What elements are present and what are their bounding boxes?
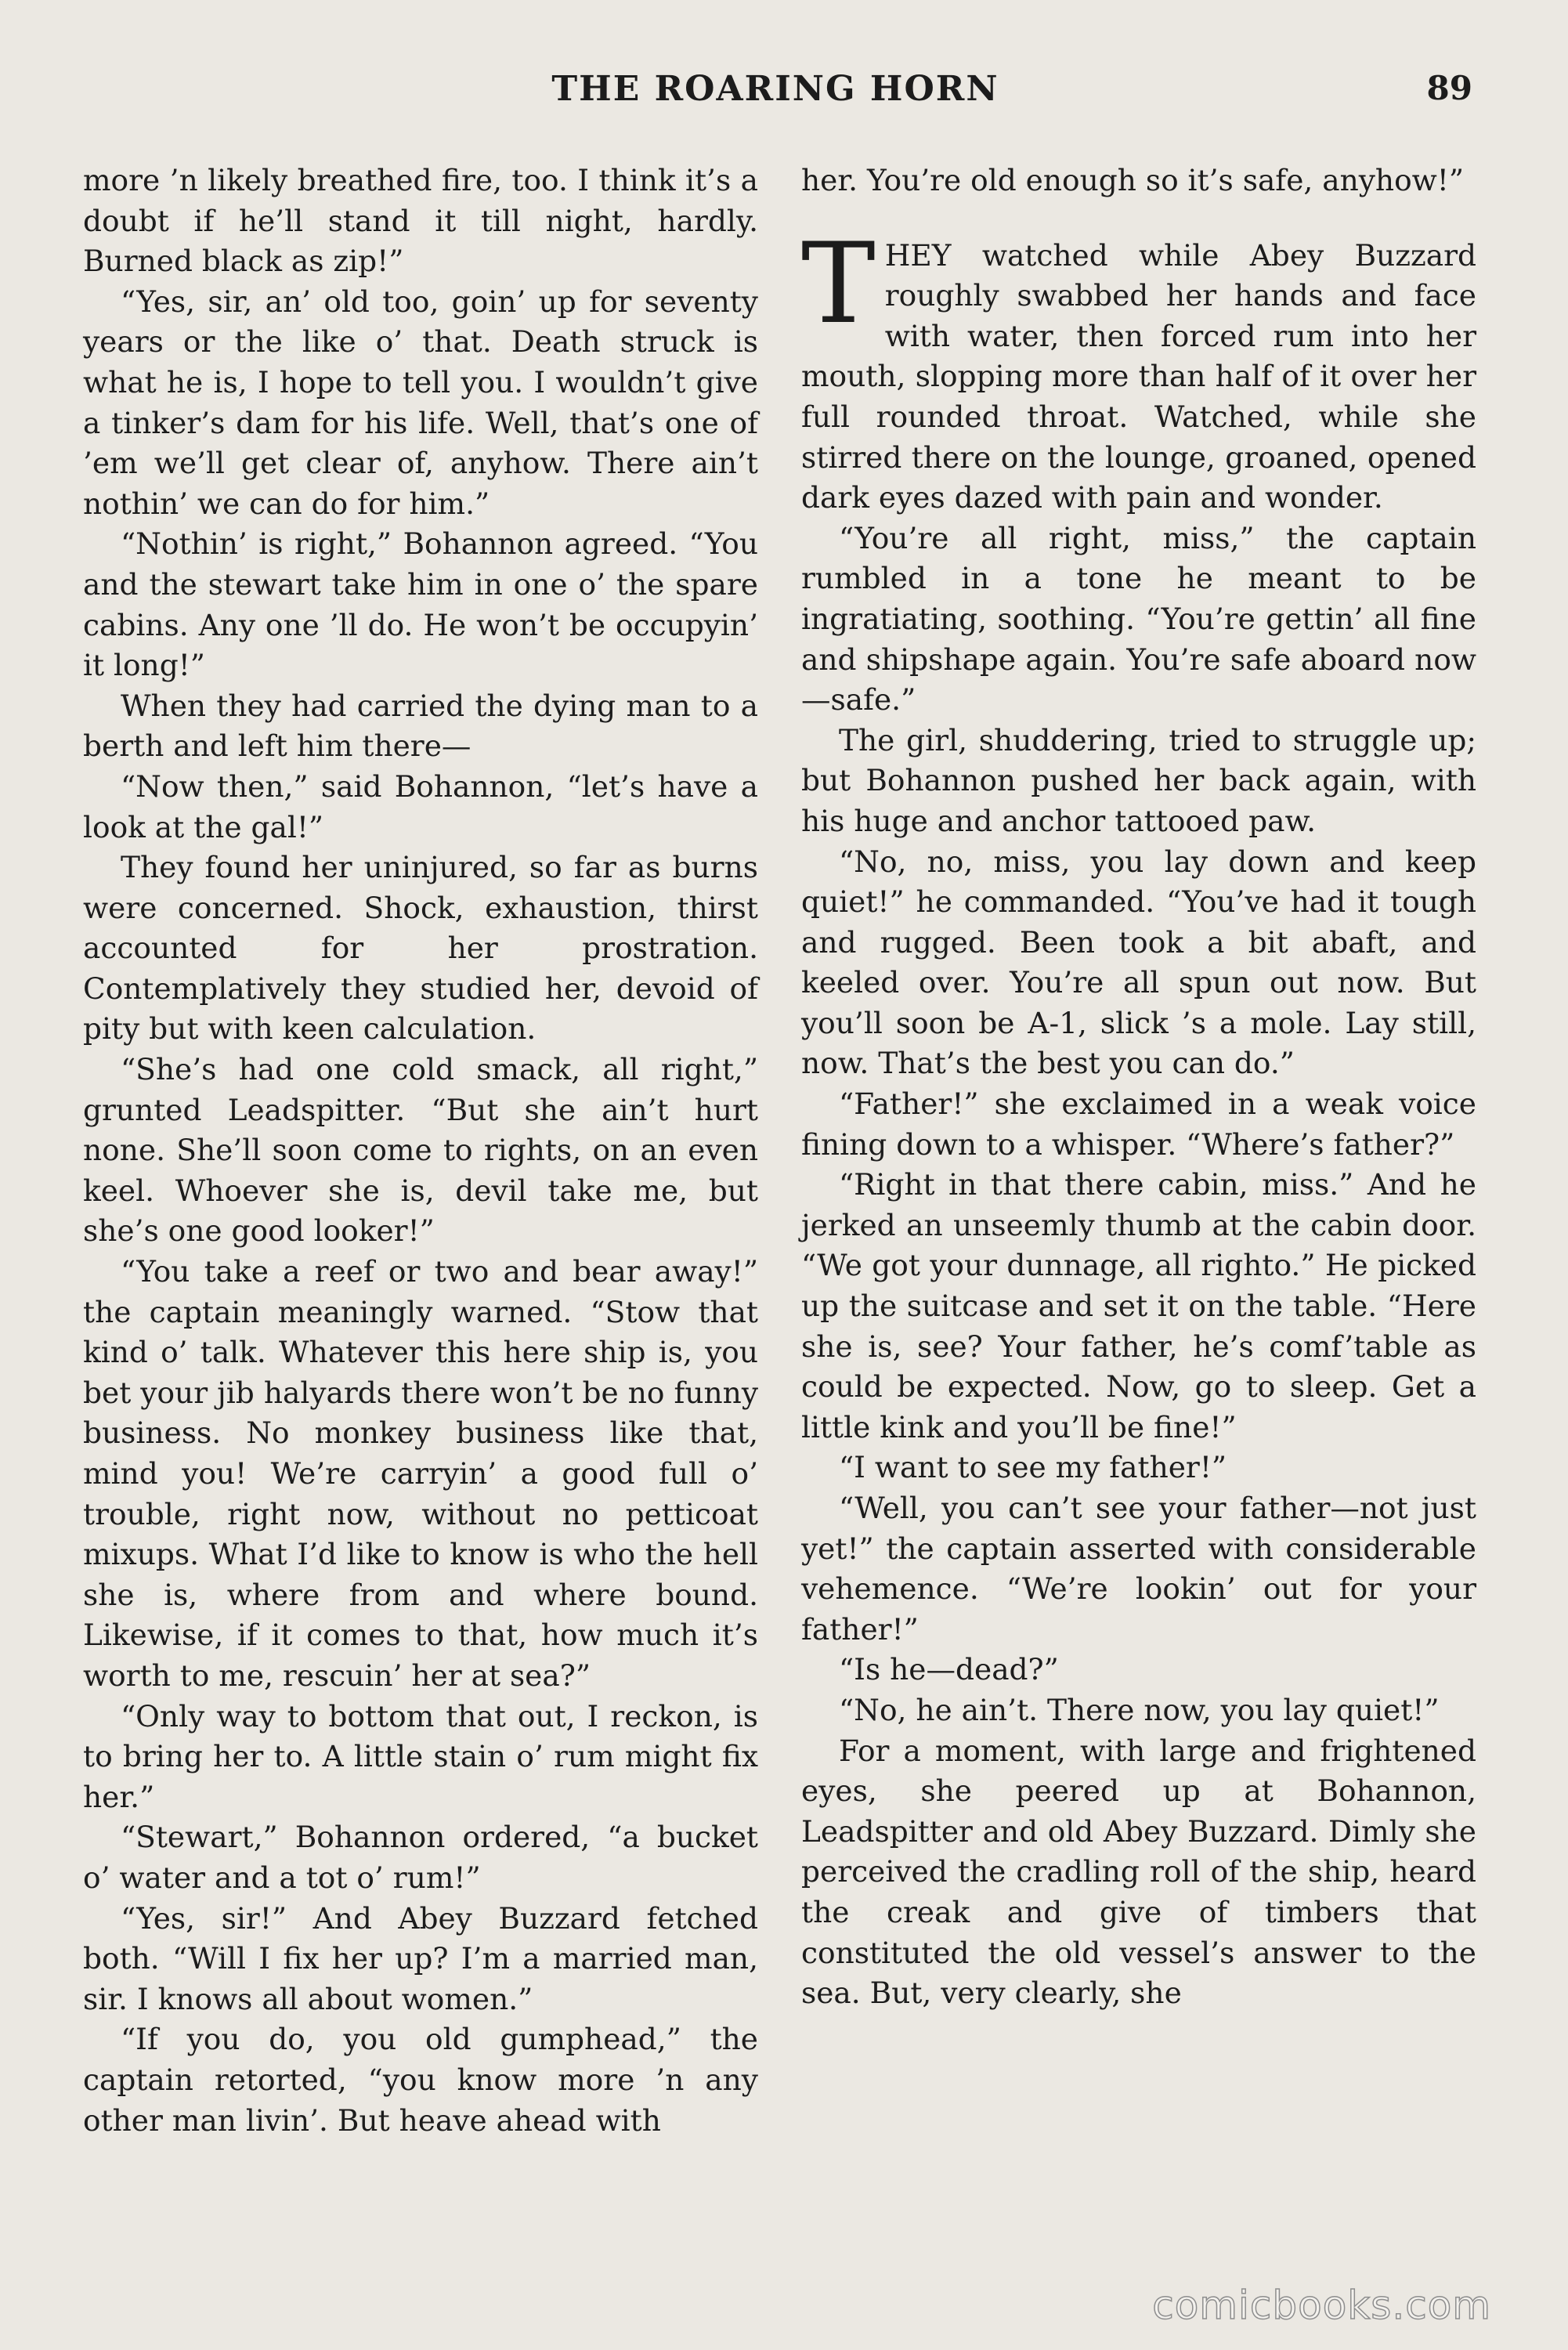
paragraph: “If you do, you old gumphead,” the captain retorted, “you know more ’n any other man livin’. But heave ahead with xyxy=(83,2022,758,2138)
paragraph: “Only way to bottom that out, I reckon, is to bring her to. A little stain o’ rum might fix her.” xyxy=(83,1698,758,1814)
paragraph: “You take a reef or two and bear away!” the captain meaningly warned. “Stow that kind o’ talk. Whatever this here ship is, you bet your jib halyards there won’t be no funny business. No monkey business like that, mind you! We’re carryin’ a good full o’ trouble, right now, without no petticoat mixups. What I’d like to know is who the hell she is, where from and where bound. Likewise, if it comes to that, how much it’s worth to me, rescuin’ her at sea?” xyxy=(83,1254,758,1693)
paragraph: more ’n likely breathed fire, too. I think it’s a doubt if he’ll stand it till night, hardly. Burned black as zip!” xyxy=(83,163,758,279)
paragraph: “Now then,” said Bohannon, “let’s have a look at the gal!” xyxy=(83,768,758,844)
paragraph: “Yes, sir, an’ old too, goin’ up for seventy years or the like o’ that. Death struck is what he is, I hope to tell you. I wouldn’t give a tinker’s dam for his life. Well, that’s one of ’em we’ll get clear of, anyhow. There ain’t nothin’ we can do for him.” xyxy=(83,284,758,521)
section-opening-text: HEY watched while Abey Buzzard roughly swabbed her hands and face with water, then forced rum into her mouth, slopping more than half of it over her full rounded throat. Watched, while she stirred there on the lounge, groaned, opened dark eyes dazed with pain and wonder. xyxy=(801,237,1476,515)
paragraph: They found her uninjured, so far as burns were concerned. Shock, exhaustion, thirst accounted for her prostration. Contemplatively they studied her, devoid of pity but with keen calculation. xyxy=(83,850,758,1047)
paragraph: When they had carried the dying man to a berth and left him there— xyxy=(83,688,758,764)
paragraph: “No, no, miss, you lay down and keep quiet!” he commanded. “You’ve had it tough and rugged. Been took a bit abaft, and keeled over. You’re all spun out now. But you’ll soon be A-1, slick ’s a mole. Lay still, now. That’s the best you can do.” xyxy=(801,844,1476,1081)
paragraph: “She’s had one cold smack, all right,” grunted Leadspitter. “But she ain’t hurt none. She’ll soon come to rights, on an even keel. Whoever she is, devil take me, but she’s one good looker!” xyxy=(83,1052,758,1249)
running-header xyxy=(78,69,1472,124)
running-title: THE ROARING HORN xyxy=(551,69,999,109)
paragraph: “Is he—dead?” xyxy=(839,1652,1059,1687)
paragraph: “Yes, sir!” And Abey Buzzard fetched both. “Will I fix her up? I’m a married man, sir. I knows all about women.” xyxy=(83,1900,758,2016)
page-number: 89 xyxy=(1426,69,1472,107)
left-column xyxy=(83,161,758,2141)
section-opening-paragraph xyxy=(801,219,1476,519)
paragraph: For a moment, with large and frightened eyes, she peered up at Bohannon, Leadspitter and old Abey Buzzard. Dimly she perceived the cradling roll of the ship, heard the creak and give of timbers that constituted the old vessel’s answer to the sea. But, very clearly, she xyxy=(801,1733,1476,2011)
paragraph: “Stewart,” Bohannon ordered, “a bucket o’ water and a tot o’ rum!” xyxy=(83,1820,758,1895)
paragraph: “Right in that there cabin, miss.” And he jerked an unseemly thumb at the cabin door. “We got your dunnage, all righto.” He picked up the suitcase and set it on the table. “Here she is, see? Your father, he’s comf’table as could be expected. Now, go to sleep. Get a little kink and you’ll be fine!” xyxy=(801,1167,1476,1444)
paragraph: The girl, shuddering, tried to struggle up; but Bohannon pushed her back again, with his huge and anchor tattooed paw. xyxy=(801,722,1476,838)
site-watermark: comicbooks.com xyxy=(1152,2283,1491,2328)
paragraph: “You’re all right, miss,” the captain rumbled in a tone he meant to be ingratiating, soothing. “You’re gettin’ all fine and shipshape again. You’re safe aboard now—safe.” xyxy=(801,520,1476,718)
paragraph: her. You’re old enough so it’s safe, anyhow!” xyxy=(801,163,1464,197)
paragraph: “I want to see my father!” xyxy=(839,1450,1227,1485)
right-column xyxy=(801,161,1476,2014)
paragraph: “No, he ain’t. There now, you lay quiet!” xyxy=(839,1692,1440,1727)
paragraph: “Father!” she exclaimed in a weak voice fining down to a whisper. “Where’s father?” xyxy=(801,1086,1476,1162)
drop-cap: T xyxy=(801,219,876,349)
paragraph: “Nothin’ is right,” Bohannon agreed. “You and the stewart take him in one o’ the spare cabins. Any one ’ll do. He won’t be occupyin’ it long!” xyxy=(83,526,758,683)
paragraph: “Well, you can’t see your father—not just yet!” the captain asserted with considerable vehemence. “We’re lookin’ out for your father!” xyxy=(801,1491,1476,1647)
